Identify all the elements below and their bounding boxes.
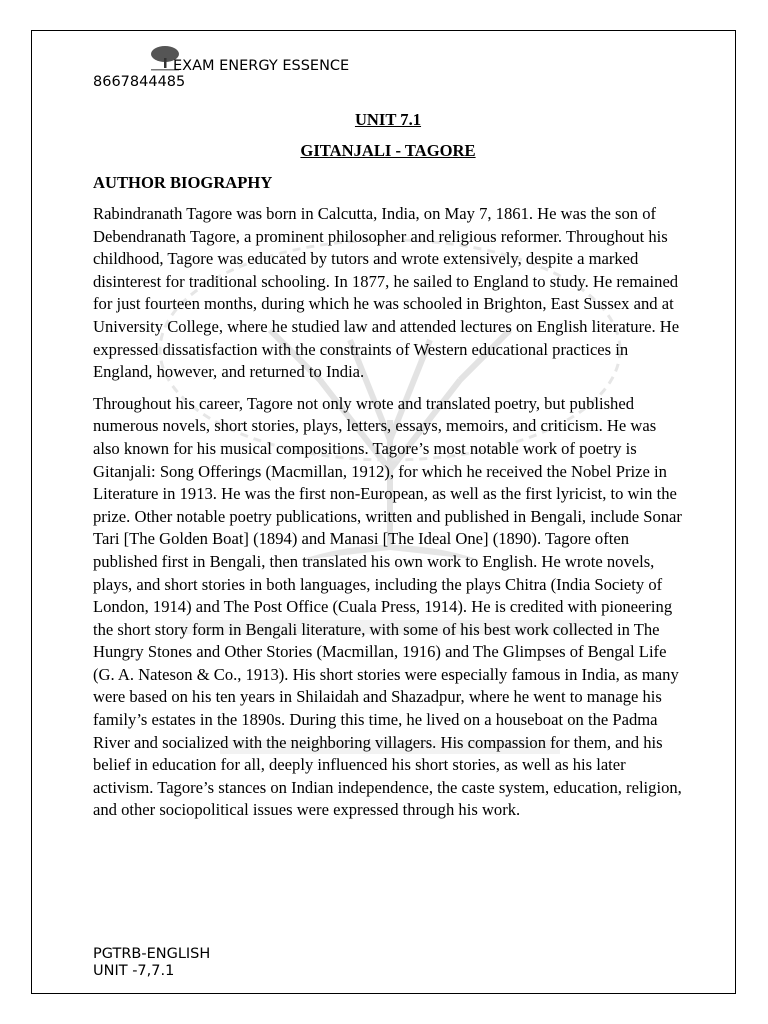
paragraph: Throughout his career, Tagore not only wrote and translated poetry, but published numerous novels, short stories, plays, letters, essays, memoirs, and criticism. He was also known for his musical compositions. Tagore’s most notable work of poetry is Gitanjali: Song Offerings (Macmillan, 1912), for which he received the Nobel Prize in Literature in 1913. He was the first non-European, as well as the first lyricist, to win the prize. Other notable poetry publications, written and published in Bengali, include Sonar Tari [The Golden Boat] (1894) and Manasi [The Ideal One] (1890). Tagore often published first in Bengali, then translated his own work to English. He wrote novels, plays, and short stories in both languages, including the plays Chitra (India Society of London, 1914) and The Post Office (Cuala Press, 1914). He is credited with pioneering the short story form in Bengali literature, with some of his best work collected in The Hungry Stones and Other Stories (Macmillan, 1916) and The Glimpses of Bengal Life (G. A. Nateson & Co., 1913). His short stories were especially famous in India, as many were based on his ten years in Shilaidah and Shazadpur, where he went to manage his family’s estates in the 1890s. During this time, he lived on a houseboat on the Padma River and socialized with the neighboring villagers. His compassion for them, and his belief in education for all, deeply influenced his short stories, as well as his later activism. Tagore’s stances on Indian independence, the caste system, education, religion, and other sociopolitical issues were expressed through his work. <box>93 393 682 820</box>
unit-title: UNIT 7.1 <box>354 110 422 129</box>
header <box>93 44 349 90</box>
phone-number: 8667844485 <box>93 74 186 90</box>
section-heading: AUTHOR BIOGRAPHY <box>93 173 273 192</box>
brand-name: EXAM ENERGY ESSENCE <box>173 58 350 74</box>
paragraph: Rabindranath Tagore was born in Calcutta, India, on May 7, 1861. He was the son of Debendranath Tagore, a prominent philosopher and religious reformer. Throughout his childhood, Tagore was educated by tutors and wrote extensively, despite a marked disinterest for traditional schooling. In 1877, he sailed to England to study. He remained for just fourteen months, during which he was schooled in Brighton, East Sussex and at University College, where he studied law and attended lectures on English literature. He expressed dissatisfaction with the constraints of Western educational practices in England, however, and returned to India. <box>93 204 680 382</box>
document-body <box>93 109 683 831</box>
footer-line: PGTRB-ENGLISH <box>93 946 211 962</box>
footer <box>93 946 210 979</box>
footer-line: UNIT -7,7.1 <box>93 962 175 979</box>
main-title: GITANJALI - TAGORE <box>300 141 476 160</box>
